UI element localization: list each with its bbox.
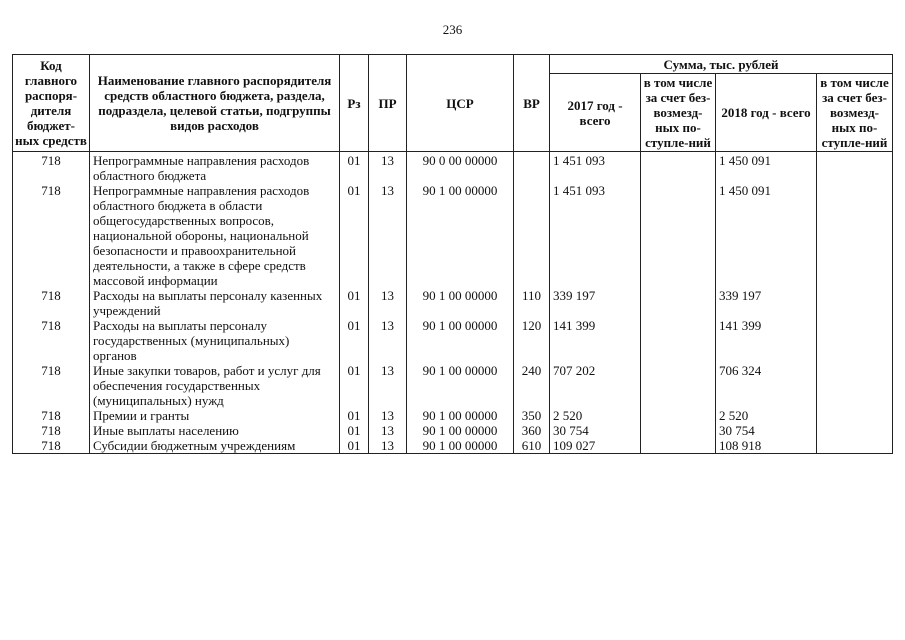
header-code: Код главного распоря-дителя бюджет-ных средств [13,55,90,152]
cell-name: Расходы на выплаты персоналу государственных (муниципальных) органов [90,318,340,363]
header-vr: ВР [514,55,550,152]
cell-2017-free [641,288,716,318]
header-pr: ПР [369,55,407,152]
cell-2017-total: 2 520 [550,408,641,423]
cell-pr: 13 [369,318,407,363]
cell-csr: 90 1 00 00000 [407,318,514,363]
cell-2018-free [817,288,893,318]
cell-2018-total: 1 450 091 [716,152,817,184]
header-csr: ЦСР [407,55,514,152]
table-row [13,318,893,363]
cell-rz: 01 [340,288,369,318]
cell-pr: 13 [369,183,407,288]
cell-code: 718 [13,183,90,288]
cell-code: 718 [13,152,90,184]
cell-2017-free [641,183,716,288]
cell-rz: 01 [340,408,369,423]
table-row [13,438,893,454]
cell-2017-free [641,408,716,423]
header-2018-total: 2018 год - всего [716,74,817,152]
cell-2017-free [641,152,716,184]
cell-rz: 01 [340,183,369,288]
cell-vr: 350 [514,408,550,423]
table-header [13,55,893,152]
cell-code: 718 [13,288,90,318]
cell-name: Премии и гранты [90,408,340,423]
table-body [13,152,893,454]
cell-vr [514,183,550,288]
cell-csr: 90 0 00 00000 [407,152,514,184]
header-sum-group: Сумма, тыс. рублей [550,55,893,74]
page-number: 236 [442,22,463,37]
cell-code: 718 [13,363,90,408]
cell-vr [514,152,550,184]
cell-csr: 90 1 00 00000 [407,423,514,438]
cell-name: Расходы на выплаты персоналу казенных учреждений [90,288,340,318]
cell-2017-total: 30 754 [550,423,641,438]
header-name: Наименование главного распорядителя средств областного бюджета, раздела, подраздела, целевой статьи, подгруппы видов расходов [90,55,340,152]
cell-2017-free [641,438,716,454]
cell-name: Иные закупки товаров, работ и услуг для обеспечения государственных (муниципальных) нужд [90,363,340,408]
cell-rz: 01 [340,318,369,363]
cell-2017-free [641,423,716,438]
cell-2018-total: 141 399 [716,318,817,363]
cell-2017-free [641,318,716,363]
cell-2018-total: 108 918 [716,438,817,454]
cell-code: 718 [13,408,90,423]
cell-code: 718 [13,318,90,363]
cell-2018-total: 706 324 [716,363,817,408]
cell-pr: 13 [369,408,407,423]
cell-2018-free [817,423,893,438]
cell-2018-total: 1 450 091 [716,183,817,288]
cell-vr: 610 [514,438,550,454]
cell-vr: 240 [514,363,550,408]
cell-pr: 13 [369,438,407,454]
cell-csr: 90 1 00 00000 [407,288,514,318]
cell-2017-total: 707 202 [550,363,641,408]
cell-2017-total: 109 027 [550,438,641,454]
cell-2018-free [817,152,893,184]
table-row [13,183,893,288]
header-2017-total: 2017 год - всего [550,74,641,152]
cell-code: 718 [13,423,90,438]
cell-rz: 01 [340,438,369,454]
cell-rz: 01 [340,423,369,438]
cell-2018-total: 30 754 [716,423,817,438]
header-2018-free: в том числе за счет без-возмезд-ных по-ступле-ний [817,74,893,152]
cell-2018-total: 339 197 [716,288,817,318]
cell-2017-total: 1 451 093 [550,183,641,288]
cell-pr: 13 [369,363,407,408]
cell-2017-total: 1 451 093 [550,152,641,184]
cell-2018-free [817,318,893,363]
header-rz: Рз [340,55,369,152]
cell-csr: 90 1 00 00000 [407,183,514,288]
table-row [13,423,893,438]
cell-rz: 01 [340,363,369,408]
cell-2018-total: 2 520 [716,408,817,423]
cell-2018-free [817,363,893,408]
cell-name: Иные выплаты населению [90,423,340,438]
table-row [13,408,893,423]
header-2017-free: в том числе за счет без-возмезд-ных по-ступле-ний [641,74,716,152]
cell-csr: 90 1 00 00000 [407,408,514,423]
budget-table [12,54,893,454]
cell-2017-total: 141 399 [550,318,641,363]
cell-name: Субсидии бюджетным учреждениям [90,438,340,454]
cell-name: Непрограммные направления расходов областного бюджета [90,152,340,184]
cell-vr: 120 [514,318,550,363]
cell-2018-free [817,408,893,423]
table-row [13,152,893,184]
cell-vr: 360 [514,423,550,438]
cell-pr: 13 [369,423,407,438]
cell-vr: 110 [514,288,550,318]
cell-2017-total: 339 197 [550,288,641,318]
cell-pr: 13 [369,288,407,318]
cell-code: 718 [13,438,90,454]
cell-csr: 90 1 00 00000 [407,363,514,408]
cell-2018-free [817,183,893,288]
cell-2017-free [641,363,716,408]
cell-2018-free [817,438,893,454]
table-row [13,288,893,318]
cell-pr: 13 [369,152,407,184]
cell-rz: 01 [340,152,369,184]
table-row [13,363,893,408]
cell-csr: 90 1 00 00000 [407,438,514,454]
cell-name: Непрограммные направления расходов областного бюджета в области общегосударственных вопросов, национальной обороны, национальной безопасности и правоохранительной деятельности, а также в сфере средств массовой информации [90,183,340,288]
